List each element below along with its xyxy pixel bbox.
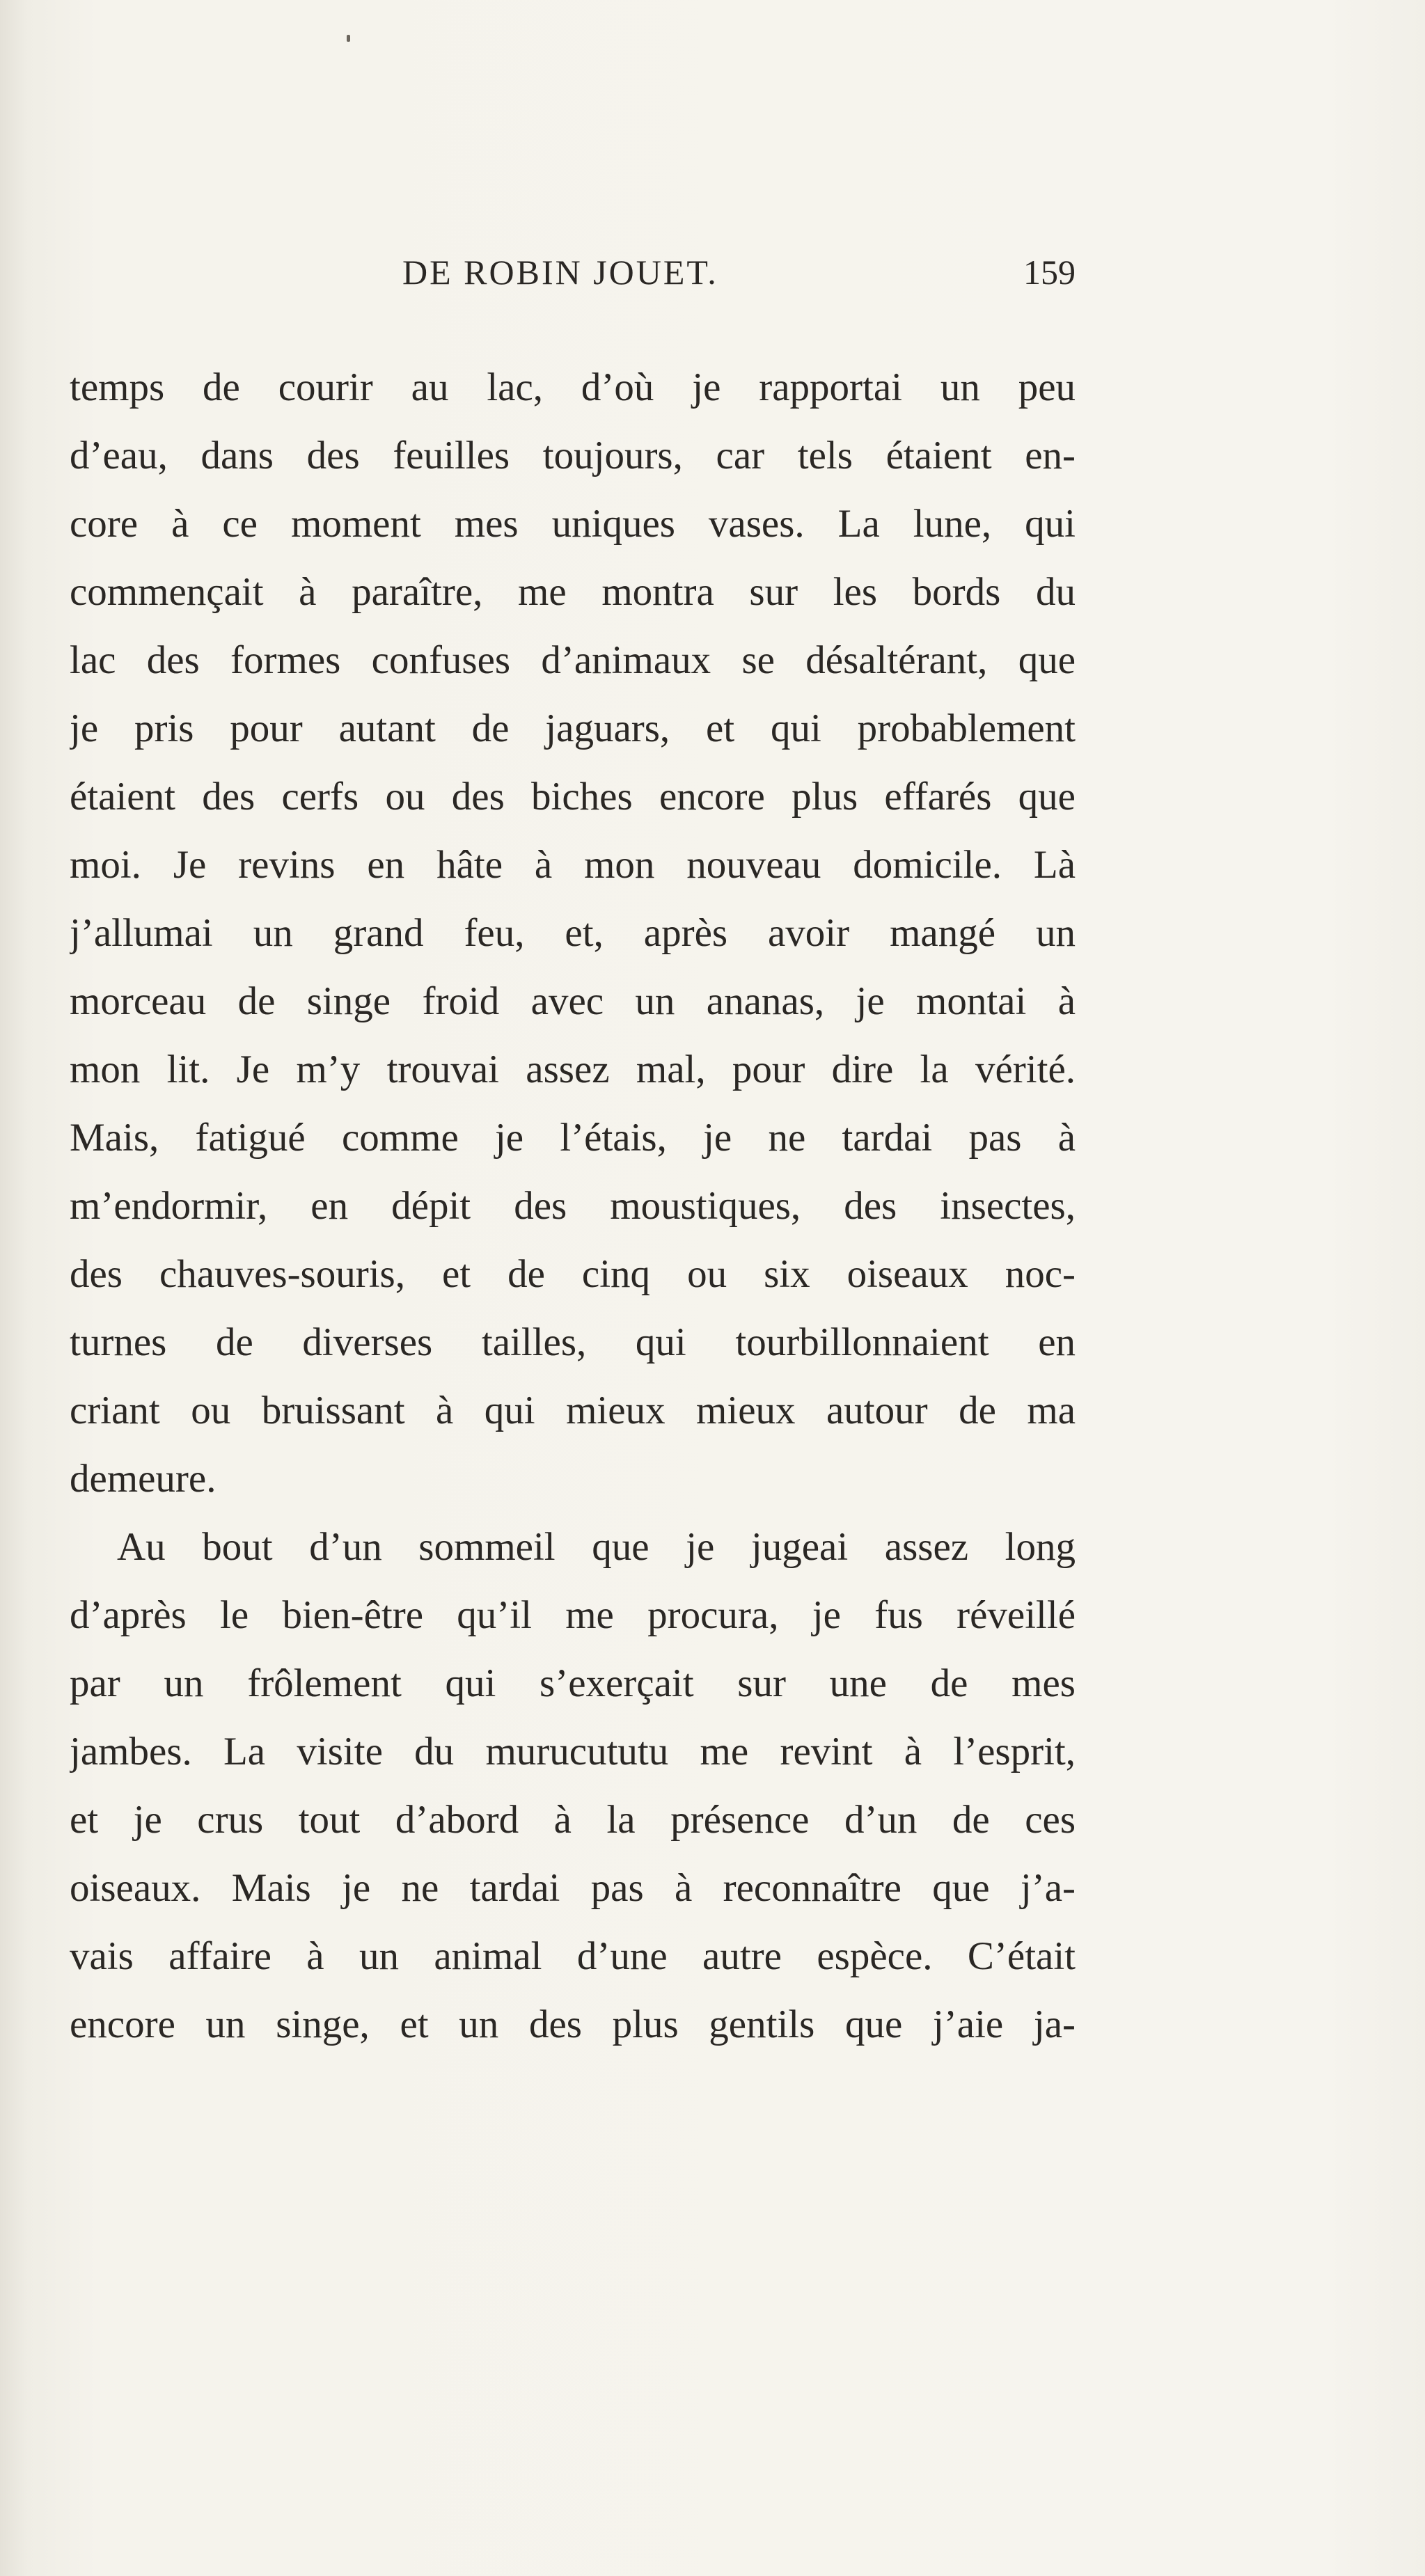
text-line: par un frôlement qui s’exerçait sur une de mes [70, 1661, 1076, 1705]
page-number: 159 [1023, 253, 1076, 292]
text-line: commençait à paraître, me montra sur les bords du [70, 570, 1076, 614]
text-line: lac des formes confuses d’animaux se désaltérant, que [70, 638, 1076, 682]
text-line: m’endormir, en dépit des moustiques, des insectes, [70, 1184, 1076, 1228]
text-line: d’après le bien-être qu’il me procura, je fus réveillé [70, 1593, 1076, 1637]
text-line: des chauves-souris, et de cinq ou six oiseaux noc- [70, 1252, 1076, 1296]
page-header [70, 252, 1076, 301]
text-line: mon lit. Je m’y trouvai assez mal, pour dire la vérité. [70, 1048, 1076, 1091]
text-line: criant ou bruissant à qui mieux mieux autour de ma [70, 1389, 1076, 1432]
text-line: étaient des cerfs ou des biches encore plus effarés que [70, 775, 1076, 819]
text-line: moi. Je revins en hâte à mon nouveau domicile. Là [70, 843, 1076, 887]
running-head: DE ROBIN JOUET. [402, 253, 718, 292]
text-line: morceau de singe froid avec un ananas, je montai à [70, 979, 1076, 1023]
text-line: et je crus tout d’abord à la présence d’un de ces [70, 1798, 1076, 1842]
body-text [70, 354, 1076, 2059]
text-line: d’eau, dans des feuilles toujours, car tels étaient en- [70, 434, 1076, 477]
text-line: encore un singe, et un des plus gentils que j’aie ja- [70, 2002, 1076, 2046]
text-line: temps de courir au lac, d’où je rapportai un peu [70, 365, 1076, 409]
paragraph-end-line: demeure. [70, 1457, 216, 1501]
text-line: Mais, fatigué comme je l’étais, je ne tardai pas à [70, 1116, 1076, 1160]
paragraph-start-line: Au bout d’un sommeil que je jugeai assez long [117, 1525, 1076, 1569]
text-line: jambes. La visite du murucututu me revint à l’esprit, [70, 1730, 1076, 1773]
text-line: j’allumai un grand feu, et, après avoir mangé un [70, 911, 1076, 955]
text-line: oiseaux. Mais je ne tardai pas à reconnaître que j’a- [70, 1866, 1076, 1910]
text-line: turnes de diverses tailles, qui tourbillonnaient en [70, 1320, 1076, 1364]
text-line: je pris pour autant de jaguars, et qui probablement [70, 706, 1076, 750]
ink-speck [347, 35, 350, 42]
text-line: core à ce moment mes uniques vases. La lune, qui [70, 502, 1076, 546]
text-line: vais affaire à un animal d’une autre espèce. C’était [70, 1934, 1076, 1978]
